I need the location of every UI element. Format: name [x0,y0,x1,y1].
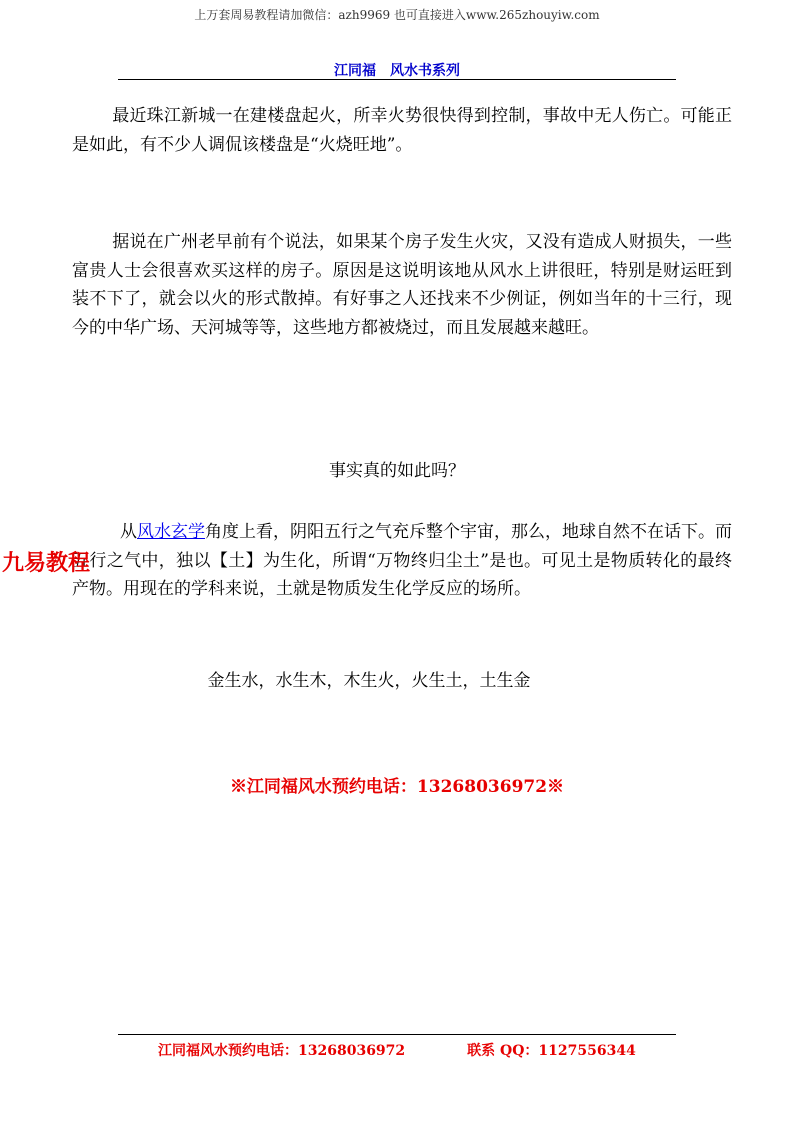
paragraph-1 [72,102,732,159]
paragraph-4-text: 角度上看，阴阳五行之气充斥整个宇宙，那么，地球自然不在话下。而五行之气中，独以【土】为生化，所谓“万物终归尘土”是也。可见土是物质转化的最终产物。用现在的学科来说，土就是物质发生化学反应的场所。 [72,522,732,600]
paragraph-1-text: 最近珠江新城一在建楼盘起火，所幸火势很快得到控制，事故中无人伤亡。可能正是如此，有不少人调侃该楼盘是“火烧旺地”。 [72,106,732,155]
fengshui-link[interactable]: 风水玄学 [137,522,205,542]
header-title: 江同福 风水书系列 [334,63,460,79]
contact-phone-line: ※江同福风水预约电话：13268036972※ [229,777,565,797]
paragraph-4 [72,518,732,604]
footer-rule [118,1034,676,1035]
five-elements-line: 金生水，水生木，木生火，火生土，土生金 [207,671,531,691]
footer-phone: 江同福风水预约电话：13268036972 [158,1043,406,1059]
footer-qq: 联系 QQ：1127556344 [467,1043,636,1059]
question-line: 事实真的如此吗？ [329,461,465,481]
paragraph-2-text: 据说在广州老早前有个说法，如果某个房子发生火灾，又没有造成人财损失，一些富贵人士会很喜欢买这样的房子。原因是这说明该地从风水上讲很旺，特别是财运旺到装不下了，就会以火的形式散掉。有好事之人还找来不少例证，例如当年的十三行，现今的中华广场、天河城等等，这些地方都被烧过，而且发展越来越旺。 [72,232,732,338]
footer [158,1040,678,1060]
top-notice: 上万套周易教程请加微信：azh9969 也可直接进入www.265zhouyiw.com [194,8,600,22]
header-rule [118,79,676,80]
paragraph-4-prefix: 从 [120,522,137,542]
paragraph-2 [72,228,732,342]
watermark-logo: 九易教程 [2,551,91,576]
